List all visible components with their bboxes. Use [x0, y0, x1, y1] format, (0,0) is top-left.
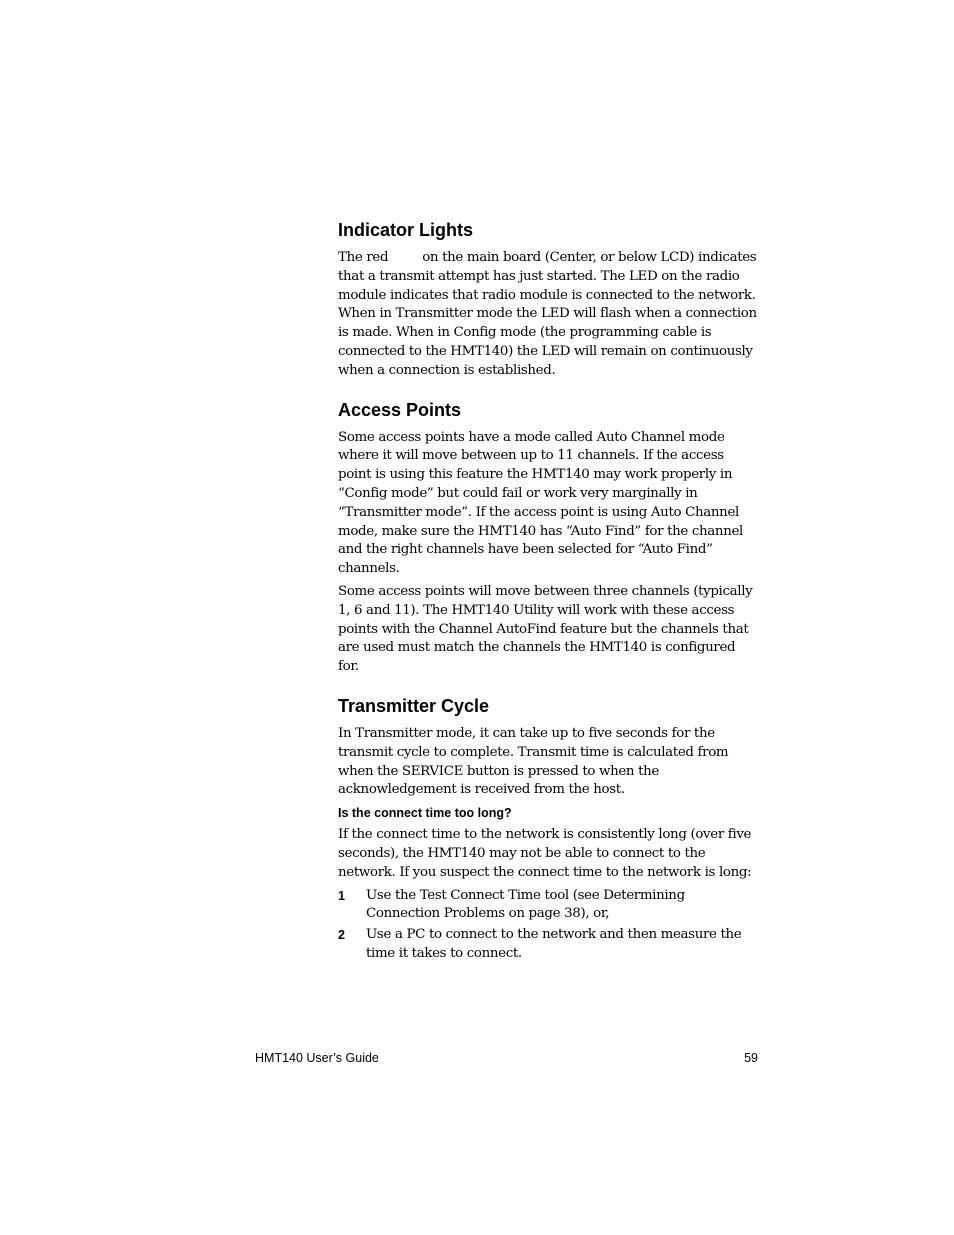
page-footer — [255, 1049, 758, 1067]
subheading-connect-time: Is the connect time too long? — [338, 806, 512, 821]
transmitter-paragraph-2: If the connect time to the network is consistently long (over five seconds), the HMT140 may not be able to connect to the network. If you suspect the connect time to the network is long: — [338, 827, 752, 880]
indicator-paragraph — [338, 249, 758, 381]
footer-page-number: 59 — [744, 1051, 758, 1065]
connect-time-steps — [338, 887, 758, 964]
indicator-paragraph-rest: on the main board (Center, or below LCD) indicates that a transmit attempt has just started. The LED on the radio module indicates that radio module is connected to the network. When in Transmitter mode the LED will flash when a connection is made. When in Config mode (the programming cable is connected to the HMT140) the LED will remain on continuously when a connection is established. — [338, 250, 757, 378]
transmitter-paragraph-1: In Transmitter mode, it can take up to five seconds for the transmit cycle to complete. Transmit time is calculated from when the SERVICE button is pressed to when the acknowledgement is received from the host. — [338, 725, 729, 798]
step-number: 2 — [338, 928, 345, 943]
step-text: Use a PC to connect to the network and then measure the time it takes to connect. — [366, 927, 742, 961]
heading-transmitter-cycle: Transmitter Cycle — [338, 695, 490, 716]
list-item — [338, 887, 758, 925]
step-number: 1 — [338, 888, 345, 903]
indicator-paragraph-start: The red — [338, 250, 389, 265]
heading-access-points: Access Points — [338, 399, 462, 420]
step-text: Use the Test Connect Time tool (see Determining Connection Problems on page 38), or, — [366, 887, 685, 922]
list-item — [338, 926, 758, 964]
access-paragraph-2: Some access points will move between three channels (typically 1, 6 and 11). The HMT140 Utility will work with these access points with the Channel AutoFind feature but the channels that are used must match the channels the HMT140 is configured for. — [338, 583, 753, 675]
footer-guide-title: HMT140 User’s Guide — [255, 1051, 379, 1065]
heading-indicator-lights: Indicator Lights — [338, 220, 473, 240]
page-content — [338, 217, 758, 966]
access-paragraph-1: Some access points have a mode called Auto Channel mode where it will move between up to 11 channels. If the access point is using this feature the HMT140 may work properly in “Config mode” but could fail or work very marginally in “Transmitter mode”. If the access point is using Auto Channel mode, make sure the HMT140 has “Auto Find” for the channel and the right channels have been selected for “Auto Find” channels. — [338, 429, 743, 577]
